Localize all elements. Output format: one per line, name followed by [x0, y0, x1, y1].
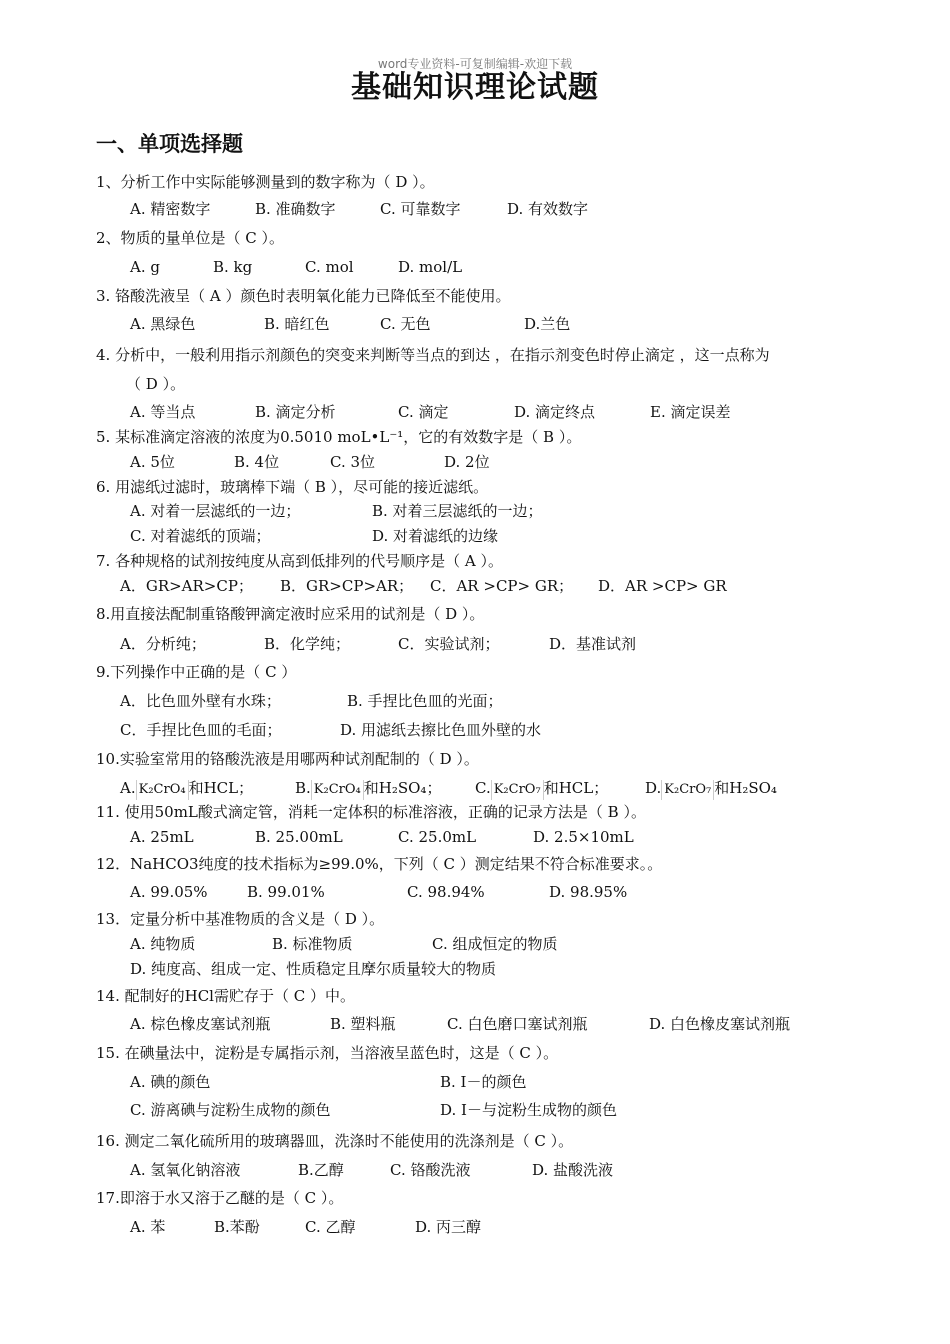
answer-option: B.乙醇	[298, 1161, 344, 1179]
answer-option: D. 盐酸洗液	[532, 1161, 614, 1179]
answer-option: C. 25.0mL	[398, 828, 477, 846]
answer-option: A. 等当点	[130, 403, 196, 421]
answer-option: E. 滴定误差	[650, 403, 731, 421]
chemical-formula: K₂CrO₇	[661, 780, 714, 800]
section-heading: 一、单项选择题	[96, 132, 243, 156]
chemical-formula: K₂CrO₄	[311, 780, 364, 800]
question-text: 6. 用滤纸过滤时，玻璃棒下端（ B ），尽可能的接近滤纸。	[96, 478, 489, 496]
answer-option: A. 碘的颜色	[130, 1073, 211, 1091]
answer-option: C. 乙醇	[305, 1218, 356, 1236]
question-text: 14. 配制好的HCl需贮存于（ C ）中。	[96, 987, 355, 1005]
question-text: 1、分析工作中实际能够测量到的数字称为（ D ）。	[96, 173, 435, 191]
answer-option: D. 有效数字	[507, 200, 589, 218]
chemical-formula: K₂CrO₇	[491, 780, 544, 800]
answer-option: D. 2.5×10mL	[533, 828, 634, 846]
answer-option: C. 无色	[380, 315, 431, 333]
option-rest: 和HCL；	[543, 779, 609, 797]
answer-option: B. I－的颜色	[440, 1073, 527, 1091]
answer-option: D. 丙三醇	[415, 1218, 482, 1236]
answer-option: B. 滴定分析	[255, 403, 336, 421]
answer-option: C. 可靠数字	[380, 200, 461, 218]
answer-option: B. 手捏比色皿的光面；	[347, 692, 503, 710]
question-text: 10.实验室常用的铬酸洗液是用哪两种试剂配制的（ D ）。	[96, 750, 479, 768]
page-title: 基础知识理论试题	[351, 70, 599, 105]
question-text: 7. 各种规格的试剂按纯度从高到低排列的代号顺序是（ A ）。	[96, 552, 503, 570]
answer-option: D. 白色橡皮塞试剂瓶	[649, 1015, 791, 1033]
answer-option: A. 黑绿色	[130, 315, 196, 333]
answer-option: A. 棕色橡皮塞试剂瓶	[130, 1015, 271, 1033]
answer-option: B. 标准物质	[272, 935, 353, 953]
answer-option: A. 苯	[130, 1218, 166, 1236]
question-text: 5. 某标准滴定溶液的浓度为0.5010 moL•L⁻¹，它的有效数字是（ B ）。	[96, 428, 582, 446]
option-rest: 和H₂SO₄	[714, 779, 777, 797]
answer-option	[475, 778, 608, 800]
answer-option: D.兰色	[524, 315, 571, 333]
chemical-formula: K₂CrO₄	[136, 780, 189, 800]
answer-option: D. 对着滤纸的边缘	[372, 527, 499, 545]
answer-option: C. 铬酸洗液	[390, 1161, 471, 1179]
answer-option: A. g	[130, 258, 160, 276]
answer-option: B. 99.01%	[247, 883, 325, 901]
answer-option: D. I－与淀粉生成物的颜色	[440, 1101, 617, 1119]
question-text: 11. 使用50mL酸式滴定管，消耗一定体积的标准溶液，正确的记录方法是（ B ）。	[96, 803, 646, 821]
option-rest: 和HCL；	[188, 779, 254, 797]
answer-option	[295, 778, 441, 800]
answer-option: D. 用滤纸去擦比色皿外壁的水	[340, 721, 542, 739]
answer-option: A. 25mL	[130, 828, 194, 846]
answer-option: B. 对着三层滤纸的一边；	[372, 502, 543, 520]
answer-option: B．GR>CP>AR；	[280, 577, 414, 595]
answer-option	[645, 778, 777, 800]
watermark: word专业资料-可复制编辑-欢迎下载	[377, 57, 573, 71]
answer-option: C. 3位	[330, 453, 376, 471]
question-text: 4. 分析中，一般利用指示剂颜色的突变来判断等当点的到达 ，在指示剂变色时停止滴定 ，这一点称为	[96, 346, 770, 364]
answer-option: B. 4位	[234, 453, 280, 471]
answer-option: B. 准确数字	[255, 200, 336, 218]
option-rest: 和H₂SO₄；	[363, 779, 442, 797]
answer-option: C．实验试剂；	[398, 635, 500, 653]
answer-option: D. 98.95%	[549, 883, 628, 901]
answer-option: B. 25.00mL	[255, 828, 343, 846]
answer-option: C. 98.94%	[407, 883, 485, 901]
option-label: C.	[475, 779, 491, 797]
answer-option: B．化学纯；	[264, 635, 351, 653]
answer-option: A. 氢氧化钠溶液	[130, 1161, 241, 1179]
answer-option: D. 滴定终点	[514, 403, 596, 421]
question-text: 15. 在碘量法中，淀粉是专属指示剂，当溶液呈蓝色时，这是（ C ）。	[96, 1044, 559, 1062]
question-text: 8.用直接法配制重铬酸钾滴定液时应采用的试剂是（ D ）。	[96, 605, 485, 623]
answer-option: C. 滴定	[398, 403, 449, 421]
question-text: （ D ）。	[126, 375, 186, 393]
answer-option	[120, 778, 253, 800]
answer-option: D．AR >CP> GR	[598, 577, 727, 595]
question-text: 12．NaHCO3纯度的技术指标为≥99.0%，下列（ C ）测定结果不符合标准要求。。	[96, 855, 663, 873]
answer-option: B. kg	[213, 258, 253, 276]
option-label: B.	[295, 779, 311, 797]
answer-option: B. 暗红色	[264, 315, 330, 333]
answer-option: C．AR >CP> GR；	[430, 577, 574, 595]
answer-option: D. 2位	[444, 453, 490, 471]
answer-option: C. 组成恒定的物质	[432, 935, 558, 953]
question-text: 9.下列操作中正确的是（ C ）	[96, 663, 297, 681]
answer-option: C. mol	[305, 258, 354, 276]
answer-option: A. 纯物质	[130, 935, 196, 953]
answer-option: D．基准试剂	[549, 635, 637, 653]
answer-option: A. 精密数字	[130, 200, 211, 218]
answer-option: A. 对着一层滤纸的一边；	[130, 502, 301, 520]
answer-option: B. 塑料瓶	[330, 1015, 396, 1033]
answer-option: A. 99.05%	[130, 883, 208, 901]
answer-option: C．手捏比色皿的毛面；	[120, 721, 282, 739]
answer-option: C. 对着滤纸的顶端；	[130, 527, 271, 545]
option-label: A.	[120, 779, 136, 797]
question-text: 17.即溶于水又溶于乙醚的是（ C ）。	[96, 1189, 344, 1207]
answer-option: A．GR>AR>CP；	[120, 577, 253, 595]
answer-option: A．分析纯；	[120, 635, 206, 653]
option-label: D.	[645, 779, 662, 797]
answer-option: A．比色皿外壁有水珠；	[120, 692, 281, 710]
answer-option: C. 游离碘与淀粉生成物的颜色	[130, 1101, 331, 1119]
answer-option: D. mol/L	[398, 258, 463, 276]
question-text: 2、物质的量单位是（ C ）。	[96, 229, 285, 247]
answer-option: C. 白色磨口塞试剂瓶	[447, 1015, 588, 1033]
answer-option: A. 5位	[130, 453, 175, 471]
answer-option: B.苯酚	[214, 1218, 260, 1236]
question-text: 3. 铬酸洗液呈（ A ）颜色时表明氧化能力已降低至不能使用。	[96, 287, 511, 305]
question-text: 16. 测定二氧化硫所用的玻璃器皿，洗涤时不能使用的洗涤剂是（ C ）。	[96, 1132, 574, 1150]
answer-option: D. 纯度高、组成一定、性质稳定且摩尔质量较大的物质	[130, 960, 497, 978]
question-text: 13．定量分析中基准物质的含义是（ D ）。	[96, 910, 385, 928]
